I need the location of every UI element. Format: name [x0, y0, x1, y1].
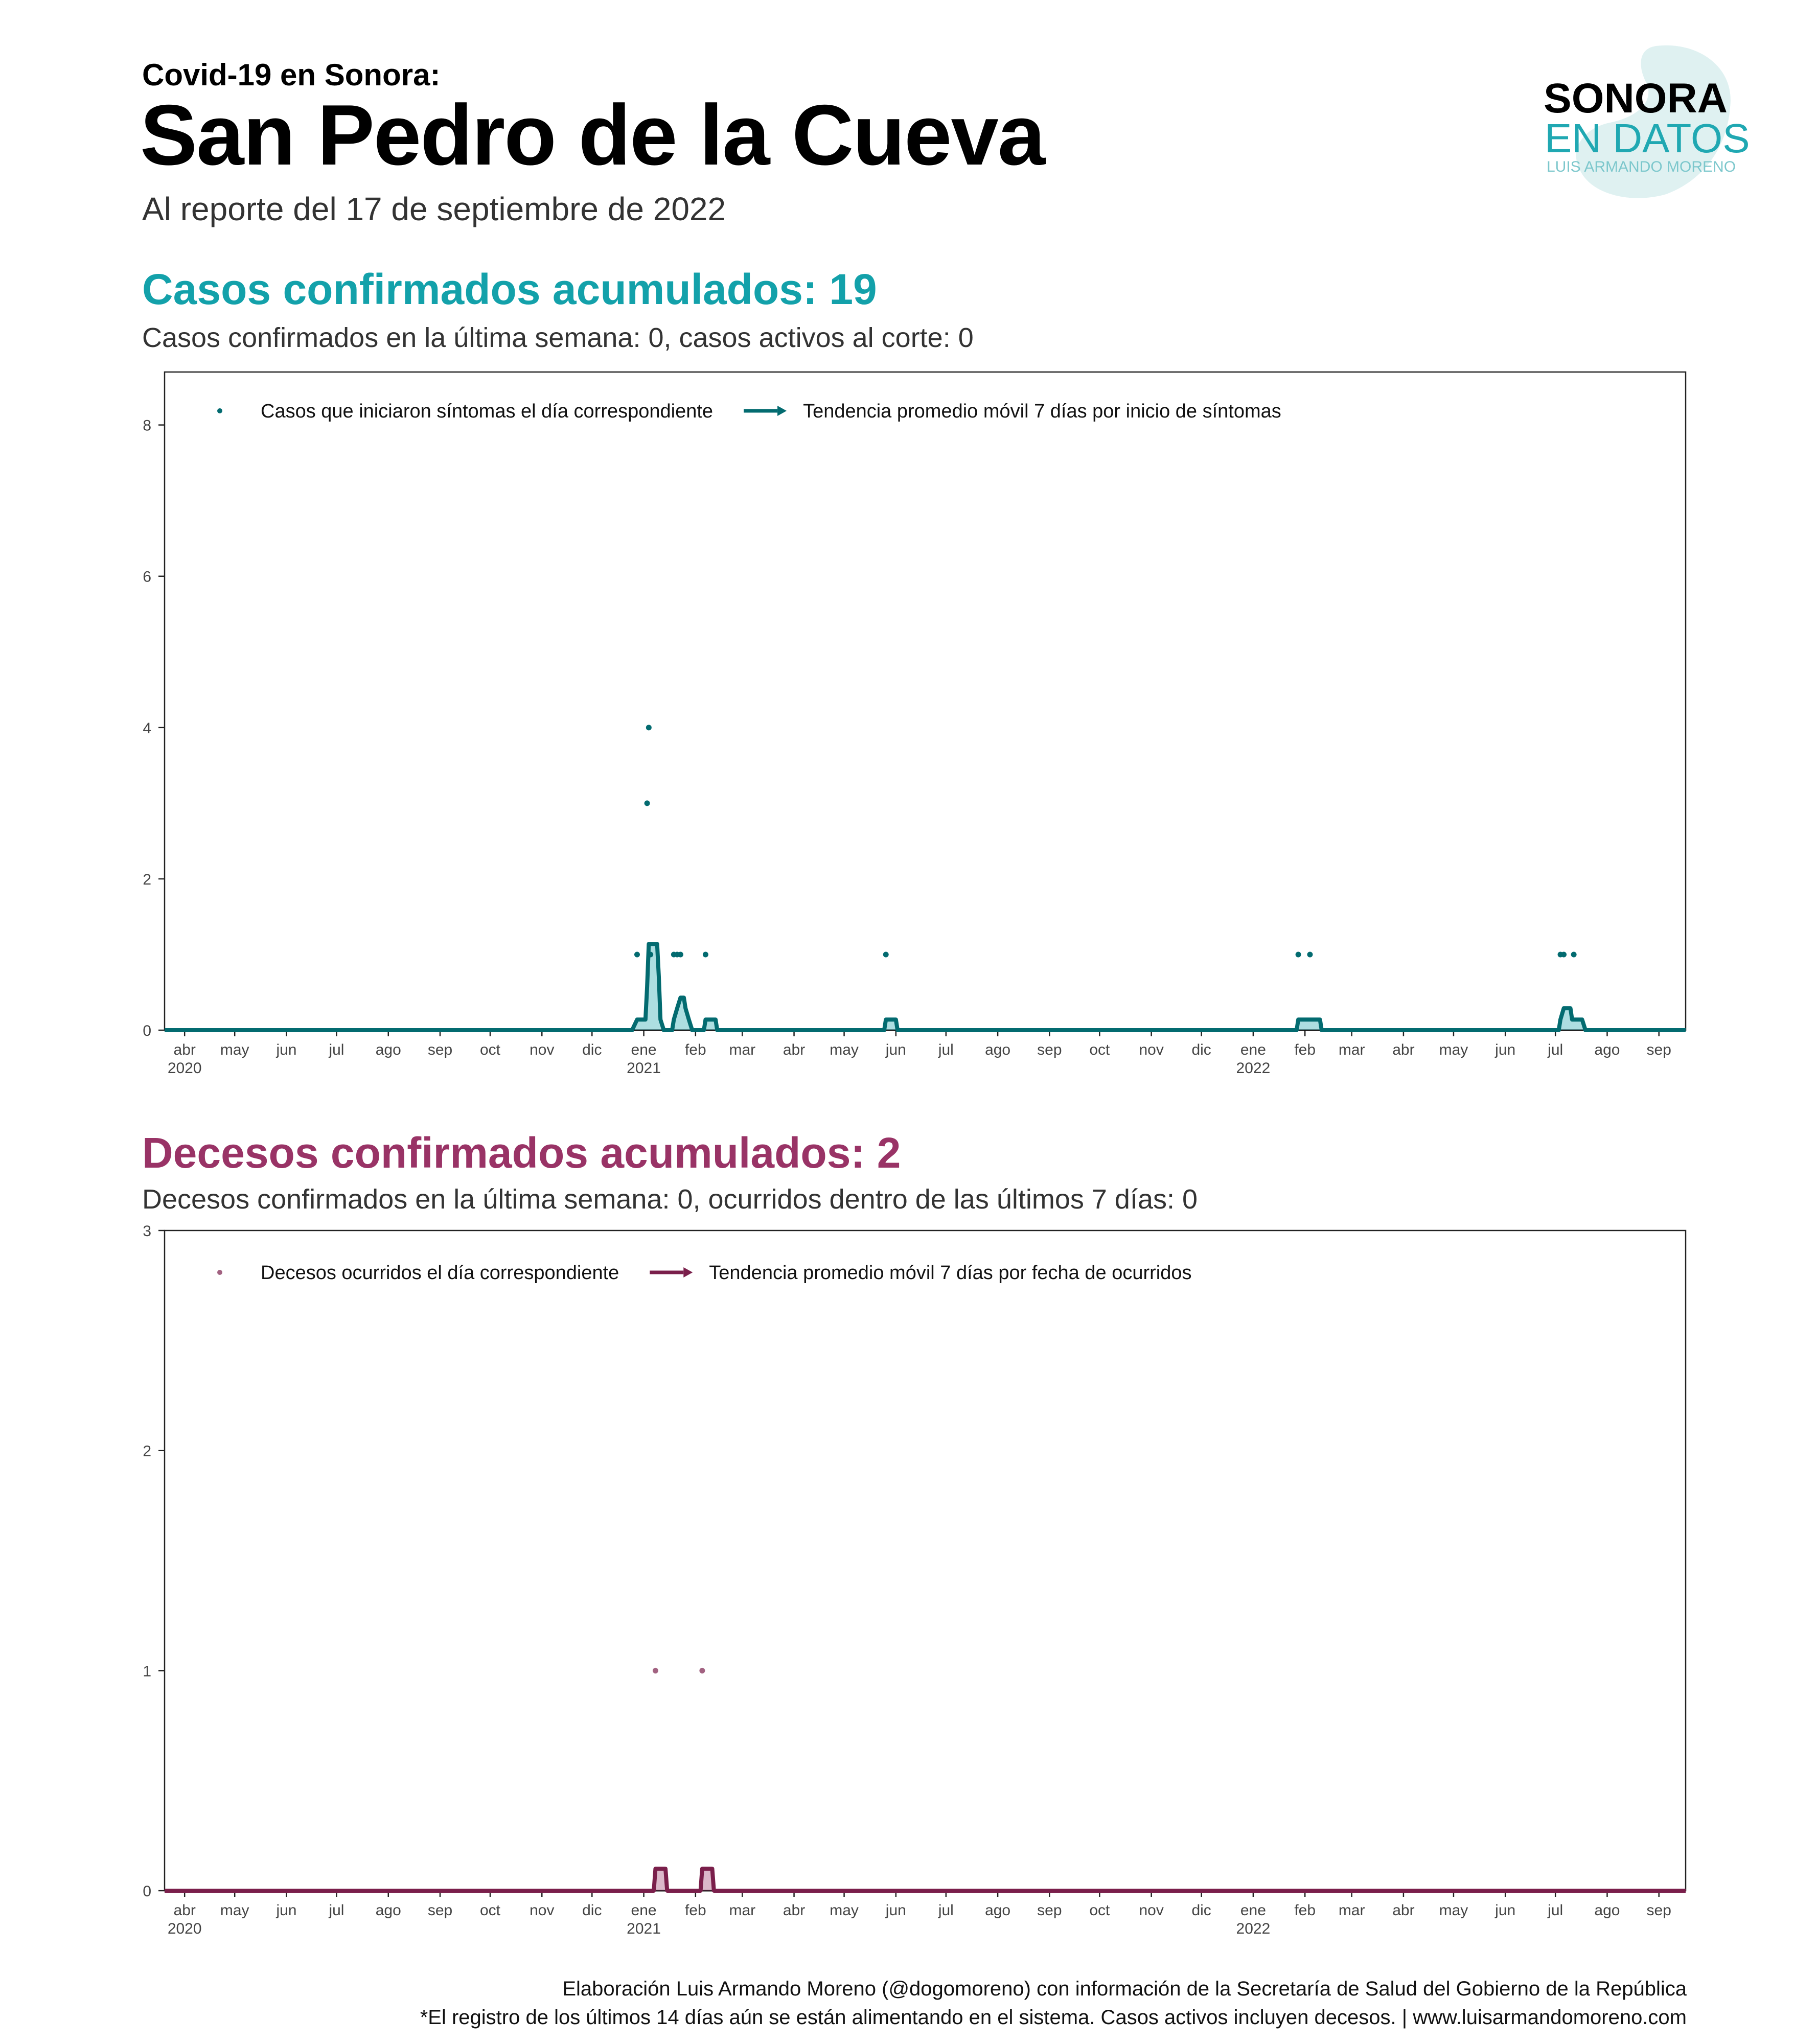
deaths-legend-point-key: [217, 1270, 222, 1275]
cases-x-tick-label: feb: [1294, 1041, 1316, 1058]
cases-x-tick-label: ene: [631, 1041, 657, 1058]
deaths-y-tick-label: 0: [143, 1883, 151, 1900]
deaths-x-tick-label: abr: [783, 1902, 806, 1919]
deaths-trend-line: [165, 1869, 1686, 1891]
cases-x-year-label: 2020: [167, 1060, 202, 1077]
deaths-heading: Decesos confirmados acumulados: 2: [142, 1129, 901, 1177]
cases-x-tick-label: sep: [427, 1041, 453, 1058]
cases-trend-area: [165, 944, 1686, 1030]
deaths-x-tick-label: sep: [1037, 1902, 1062, 1919]
deaths-subtitle: Decesos confirmados en la última semana: 0, ocurridos dentro de las últimos 7 días: 0: [142, 1184, 1198, 1215]
deaths-x-tick-label: sep: [427, 1902, 453, 1919]
cases-plot: [143, 372, 1686, 1077]
page-title: San Pedro de la Cueva: [140, 87, 1045, 183]
cases-legend-line-label: Tendencia promedio móvil 7 días por inicio de síntomas: [803, 401, 1281, 422]
cases-x-tick-label: jun: [1495, 1041, 1516, 1058]
deaths-y-tick-label: 2: [143, 1443, 151, 1460]
cases-y-tick-label: 4: [143, 719, 151, 737]
cases-x-tick-label: ene: [1240, 1041, 1266, 1058]
deaths-x-tick-label: sep: [1646, 1902, 1671, 1919]
cases-x-tick-label: abr: [173, 1041, 196, 1058]
deaths-x-tick-label: nov: [530, 1902, 555, 1919]
cases-heading: Casos confirmados acumulados: 19: [142, 265, 877, 313]
deaths-x-tick-label: oct: [479, 1902, 501, 1919]
deaths-x-tick-label: feb: [1294, 1902, 1316, 1919]
deaths-x-tick-label: jun: [1495, 1902, 1516, 1919]
deaths-legend-line-label: Tendencia promedio móvil 7 días por fecha de ocurridos: [709, 1262, 1192, 1284]
deaths-x-tick-label: may: [220, 1902, 249, 1919]
cases-x-tick-label: ago: [375, 1041, 401, 1058]
cases-point: [671, 951, 677, 957]
deaths-x-tick-label: jul: [1548, 1902, 1563, 1919]
footer-credit: Elaboración Luis Armando Moreno (@dogomoreno) con información de la Secretaría de Salud del Gobierno de la República: [562, 1978, 1687, 2000]
cases-x-year-label: 2022: [1236, 1060, 1271, 1077]
cases-point: [703, 951, 708, 957]
deaths-x-tick-label: oct: [1089, 1902, 1110, 1919]
cases-x-tick-label: jul: [1548, 1041, 1563, 1058]
deaths-legend-arrow-head: [683, 1267, 693, 1278]
cases-x-tick-label: may: [830, 1041, 859, 1058]
cases-point: [645, 800, 650, 806]
logo-line2: EN DATOS: [1545, 115, 1750, 161]
cases-point: [1561, 951, 1567, 957]
cases-x-tick-label: jun: [885, 1041, 906, 1058]
deaths-y-tick-label: 3: [143, 1223, 151, 1240]
deaths-x-tick-label: ago: [985, 1902, 1011, 1919]
deaths-panel-border: [165, 1230, 1686, 1891]
cases-x-tick-label: jun: [276, 1041, 297, 1058]
cases-x-tick-label: dic: [582, 1041, 602, 1058]
deaths-plot: [143, 1223, 1686, 1937]
deaths-x-tick-label: abr: [1392, 1902, 1415, 1919]
sonora-en-datos-logo: [1528, 41, 1753, 210]
cases-point: [646, 725, 652, 730]
cases-point: [883, 951, 889, 957]
cases-point: [634, 951, 640, 957]
cases-panel-border: [165, 372, 1686, 1030]
cases-x-tick-label: jul: [329, 1041, 344, 1058]
cases-x-tick-label: mar: [729, 1041, 756, 1058]
deaths-x-tick-label: mar: [729, 1902, 756, 1919]
deaths-x-tick-label: jul: [938, 1902, 954, 1919]
cases-x-tick-label: dic: [1191, 1041, 1211, 1058]
deaths-x-year-label: 2021: [627, 1920, 661, 1937]
deaths-x-tick-label: ene: [1240, 1902, 1266, 1919]
cases-x-tick-label: jul: [938, 1041, 954, 1058]
deaths-x-tick-label: ago: [1594, 1902, 1620, 1919]
cases-x-tick-label: nov: [1139, 1041, 1164, 1058]
deaths-x-tick-label: mar: [1338, 1902, 1365, 1919]
cases-legend-point-key: [217, 408, 222, 413]
cases-x-tick-label: feb: [684, 1041, 706, 1058]
cases-x-tick-label: abr: [783, 1041, 806, 1058]
cases-x-tick-label: ago: [1594, 1041, 1620, 1058]
cases-legend-points-label: Casos que iniciaron síntomas el día correspondiente: [261, 401, 714, 422]
cases-y-tick-label: 8: [143, 417, 151, 434]
deaths-x-tick-label: jun: [885, 1902, 906, 1919]
deaths-x-tick-label: abr: [173, 1902, 196, 1919]
cases-point: [1557, 951, 1563, 957]
deaths-x-tick-label: nov: [1139, 1902, 1164, 1919]
cases-y-tick-label: 6: [143, 568, 151, 586]
cases-x-year-label: 2021: [627, 1060, 661, 1077]
cases-y-tick-label: 0: [143, 1023, 151, 1039]
deaths-x-tick-label: dic: [1191, 1902, 1211, 1919]
cases-legend-arrow-head: [777, 406, 787, 416]
cases-point: [648, 951, 653, 957]
cases-point: [674, 951, 680, 957]
cases-trend-line: [165, 944, 1686, 1030]
deaths-x-year-label: 2022: [1236, 1920, 1271, 1937]
deaths-x-tick-label: may: [830, 1902, 859, 1919]
logo-line1: SONORA: [1544, 75, 1728, 122]
deaths-x-tick-label: ene: [631, 1902, 657, 1919]
cases-x-tick-label: oct: [1089, 1041, 1110, 1058]
footer: [420, 1975, 1687, 2032]
kicker-title: Covid-19 en Sonora:: [142, 58, 441, 92]
footer-note: *El registro de los últimos 14 días aún se están alimentando en el sistema. Casos activos incluyen decesos. | www.luisarmandomoreno.com: [420, 2006, 1687, 2029]
cases-point: [1571, 951, 1577, 957]
deaths-y-tick-label: 1: [143, 1663, 151, 1680]
cases-x-tick-label: oct: [479, 1041, 501, 1058]
cases-x-tick-label: sep: [1646, 1041, 1671, 1058]
deaths-x-tick-label: jul: [329, 1902, 344, 1919]
logo-line3: LUIS ARMANDO MORENO: [1547, 158, 1736, 175]
cases-x-tick-label: sep: [1037, 1041, 1062, 1058]
deaths-x-tick-label: feb: [684, 1902, 706, 1919]
cases-point: [678, 951, 683, 957]
cases-point: [1307, 951, 1313, 957]
cases-x-tick-label: mar: [1338, 1041, 1365, 1058]
deaths-point: [653, 1668, 658, 1674]
deaths-x-tick-label: may: [1439, 1902, 1468, 1919]
cases-y-tick-label: 2: [143, 871, 151, 888]
deaths-x-tick-label: ago: [375, 1902, 401, 1919]
cases-x-tick-label: may: [1439, 1041, 1468, 1058]
deaths-trend-area: [165, 1869, 1686, 1891]
cases-x-tick-label: ago: [985, 1041, 1011, 1058]
deaths-x-year-label: 2020: [167, 1920, 202, 1937]
cases-x-tick-label: may: [220, 1041, 249, 1058]
deaths-point: [699, 1668, 705, 1674]
deaths-x-tick-label: jun: [276, 1902, 297, 1919]
deaths-x-tick-label: dic: [582, 1902, 602, 1919]
report-date: Al reporte del 17 de septiembre de 2022: [142, 191, 726, 227]
cases-point: [1296, 951, 1301, 957]
cases-x-tick-label: abr: [1392, 1041, 1415, 1058]
deaths-legend-points-label: Decesos ocurridos el día correspondiente: [261, 1262, 619, 1284]
cases-x-tick-label: nov: [530, 1041, 555, 1058]
cases-subtitle: Casos confirmados en la última semana: 0, casos activos al corte: 0: [142, 322, 974, 353]
